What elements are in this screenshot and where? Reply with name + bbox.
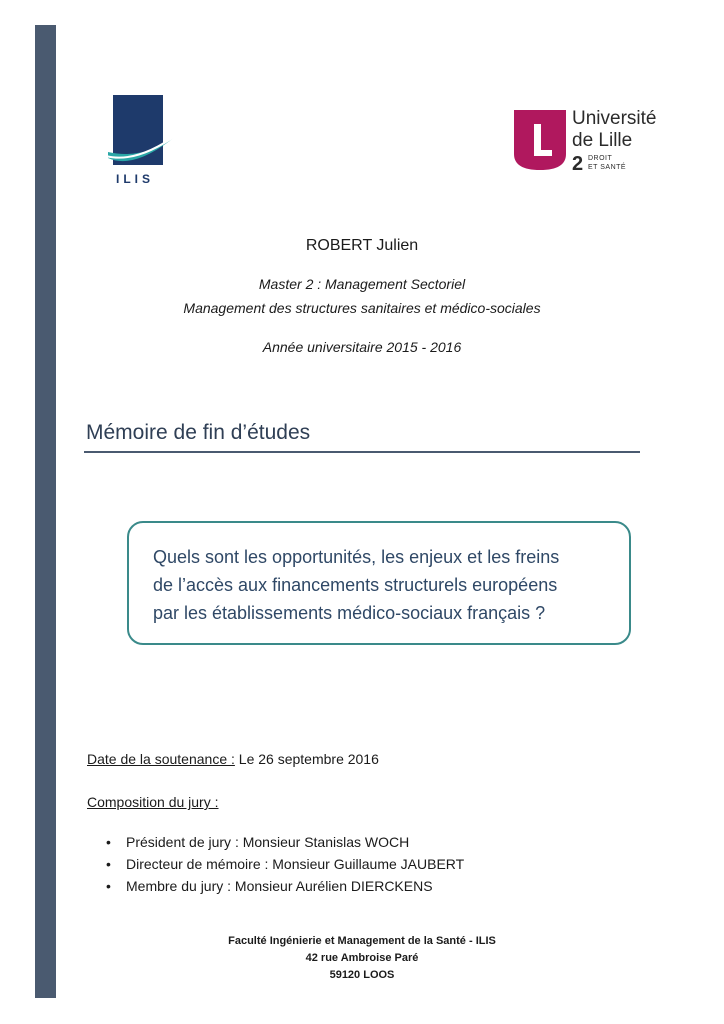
defense-date [87, 751, 379, 767]
bullet-icon: • [106, 856, 111, 872]
university-faculty-line2: ET SANTÉ [588, 164, 627, 171]
jury-member: Président de jury : Monsieur Stanislas WOCH [126, 834, 410, 850]
question-line2: de l’accès aux financements structurels européens [153, 575, 558, 595]
university-number: 2 [572, 153, 584, 175]
list-item [106, 853, 464, 875]
universite-de-lille-mark-icon [514, 110, 566, 172]
ilis-logo-text: ILIS [115, 172, 154, 186]
title-divider [84, 451, 640, 453]
program-line1: Master 2 : Management Sectoriel [258, 276, 466, 292]
question-line1: Quels sont les opportunités, les enjeux et les freins [153, 547, 560, 567]
footer-city: 59120 LOOS [329, 969, 395, 981]
jury-heading: Composition du jury : [87, 794, 219, 810]
list-item [106, 875, 464, 897]
ilis-swoosh-icon [104, 130, 180, 170]
author-name: ROBERT Julien [305, 237, 419, 254]
side-bar [35, 25, 56, 998]
footer-faculty: Faculté Ingénierie et Management de la Santé - ILIS [228, 935, 496, 947]
program-line2: Management des structures sanitaires et médico-sociales [183, 300, 541, 316]
ilis-logo [104, 92, 180, 196]
university-faculty-line1: DROIT [588, 155, 613, 162]
footer-street: 42 rue Ambroise Paré [305, 952, 419, 964]
list-item [106, 831, 464, 853]
question-line3: par les établissements médico-sociaux français ? [153, 603, 546, 623]
university-name-line2: de Lille [572, 130, 633, 151]
academic-year: Année universitaire 2015 - 2016 [262, 339, 462, 355]
bullet-icon: • [106, 834, 111, 850]
research-question-box [127, 521, 631, 645]
university-name-line1: Université [572, 108, 657, 129]
universite-de-lille-logo [514, 108, 694, 178]
defense-date-label: Date de la soutenance : [87, 751, 235, 767]
defense-date-value: Le 26 septembre 2016 [234, 751, 379, 767]
bullet-icon: • [106, 878, 111, 894]
jury-member: Membre du jury : Monsieur Aurélien DIERCKENS [126, 878, 433, 894]
jury-member: Directeur de mémoire : Monsieur Guillaume JAUBERT [126, 856, 465, 872]
jury-list [106, 831, 464, 897]
document-title: Mémoire de fin d’études [86, 421, 311, 444]
